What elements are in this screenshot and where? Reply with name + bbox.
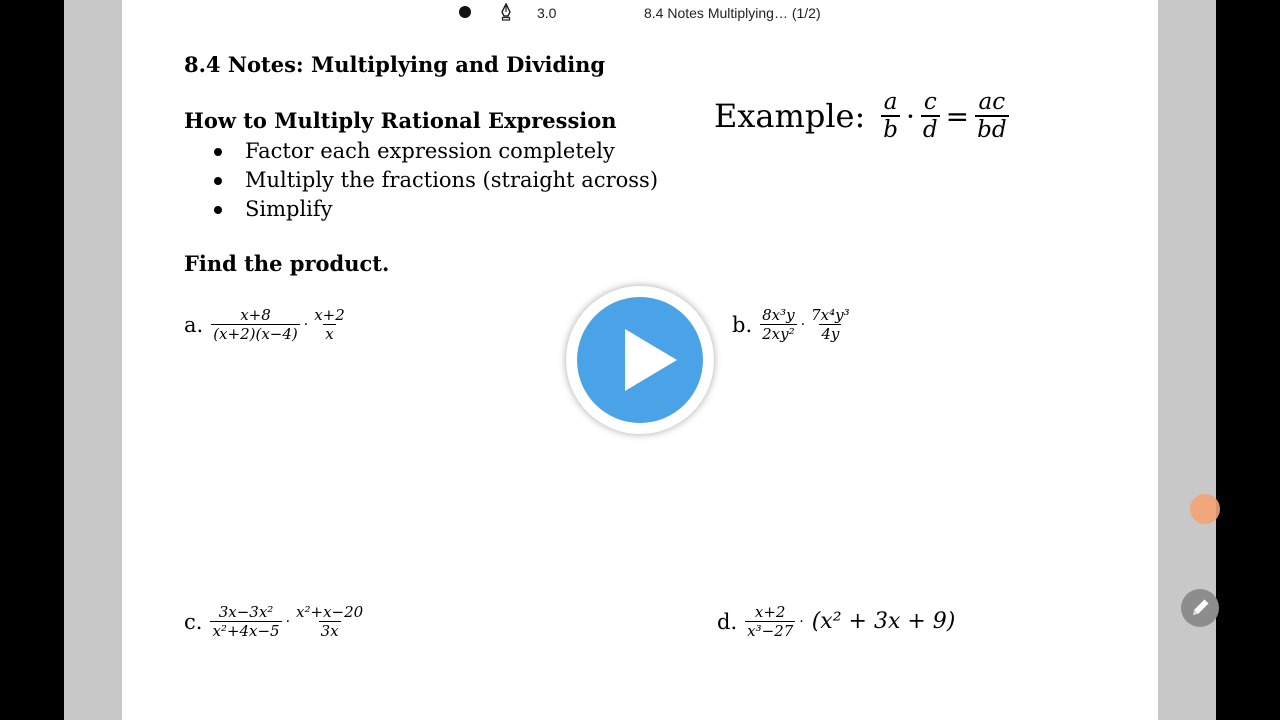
multiply-dot: · xyxy=(800,316,806,333)
denominator: 4y xyxy=(821,325,840,343)
problem-label: a. xyxy=(184,312,204,337)
example-label: Example: xyxy=(714,97,866,135)
trinomial-factor: (x² + 3x + 9) xyxy=(811,609,956,634)
problem-b xyxy=(732,306,852,343)
fraction xyxy=(809,306,852,343)
problem-label: d. xyxy=(717,609,738,634)
denominator: d xyxy=(922,117,938,143)
document-title: 8.4 Notes Multiplying… (1/2) xyxy=(644,5,821,21)
fraction xyxy=(921,89,940,143)
multiply-dot: · xyxy=(285,613,291,630)
denominator: 3x xyxy=(320,622,339,640)
notes-heading: 8.4 Notes: Multiplying and Dividing xyxy=(184,52,606,77)
fraction xyxy=(745,603,795,640)
step-item: Multiply the fractions (straight across) xyxy=(214,166,658,195)
numerator: ac xyxy=(978,89,1006,115)
numerator: 8x³y xyxy=(762,306,795,324)
left-gutter xyxy=(64,0,122,720)
play-icon xyxy=(625,329,677,391)
fraction xyxy=(975,89,1008,143)
toolbar xyxy=(122,0,1158,26)
example-formula xyxy=(714,86,1009,146)
floating-bubble-icon[interactable] xyxy=(1190,494,1220,524)
record-dot-icon[interactable] xyxy=(459,6,471,18)
steps-list xyxy=(214,137,658,224)
denominator: bd xyxy=(977,117,1007,143)
multiply-dot: · xyxy=(799,613,804,630)
pencil-icon xyxy=(1181,589,1219,627)
fraction xyxy=(210,603,281,640)
numerator: 7x⁴y³ xyxy=(811,306,850,324)
numerator: x+2 xyxy=(314,306,345,324)
problem-a xyxy=(184,306,347,343)
edit-button[interactable] xyxy=(1181,589,1219,627)
find-product-heading: Find the product. xyxy=(184,251,390,276)
fraction xyxy=(211,306,300,343)
problem-c xyxy=(184,603,365,640)
fraction xyxy=(881,89,900,143)
section-heading: How to Multiply Rational Expression xyxy=(184,108,617,133)
numerator: a xyxy=(883,89,898,115)
numerator: x+2 xyxy=(754,603,786,621)
denominator: 2xy² xyxy=(762,325,795,343)
denominator: x³−27 xyxy=(747,622,794,640)
denominator: x²+4x−5 xyxy=(212,622,280,640)
fraction xyxy=(760,306,797,343)
multiply-dot: · xyxy=(303,316,309,333)
numerator: x+8 xyxy=(240,306,271,324)
fraction xyxy=(312,306,347,343)
step-item: Simplify xyxy=(214,195,658,224)
step-item: Factor each expression completely xyxy=(214,137,658,166)
problem-label: c. xyxy=(184,609,203,634)
problem-label: b. xyxy=(732,312,753,337)
play-button[interactable] xyxy=(566,286,714,434)
multiply-dot: · xyxy=(906,99,915,133)
denominator: (x+2)(x−4) xyxy=(213,325,298,343)
numerator: c xyxy=(923,89,937,115)
play-button-disc xyxy=(577,297,703,423)
fraction xyxy=(294,603,365,640)
pen-tool-icon[interactable] xyxy=(499,3,513,21)
problem-d xyxy=(717,603,955,640)
numerator: x²+x−20 xyxy=(296,603,364,621)
denominator: x xyxy=(325,325,334,343)
zoom-level: 3.0 xyxy=(537,5,557,21)
equals-sign: = xyxy=(945,99,970,133)
denominator: b xyxy=(883,117,898,143)
numerator: 3x−3x² xyxy=(218,603,274,621)
